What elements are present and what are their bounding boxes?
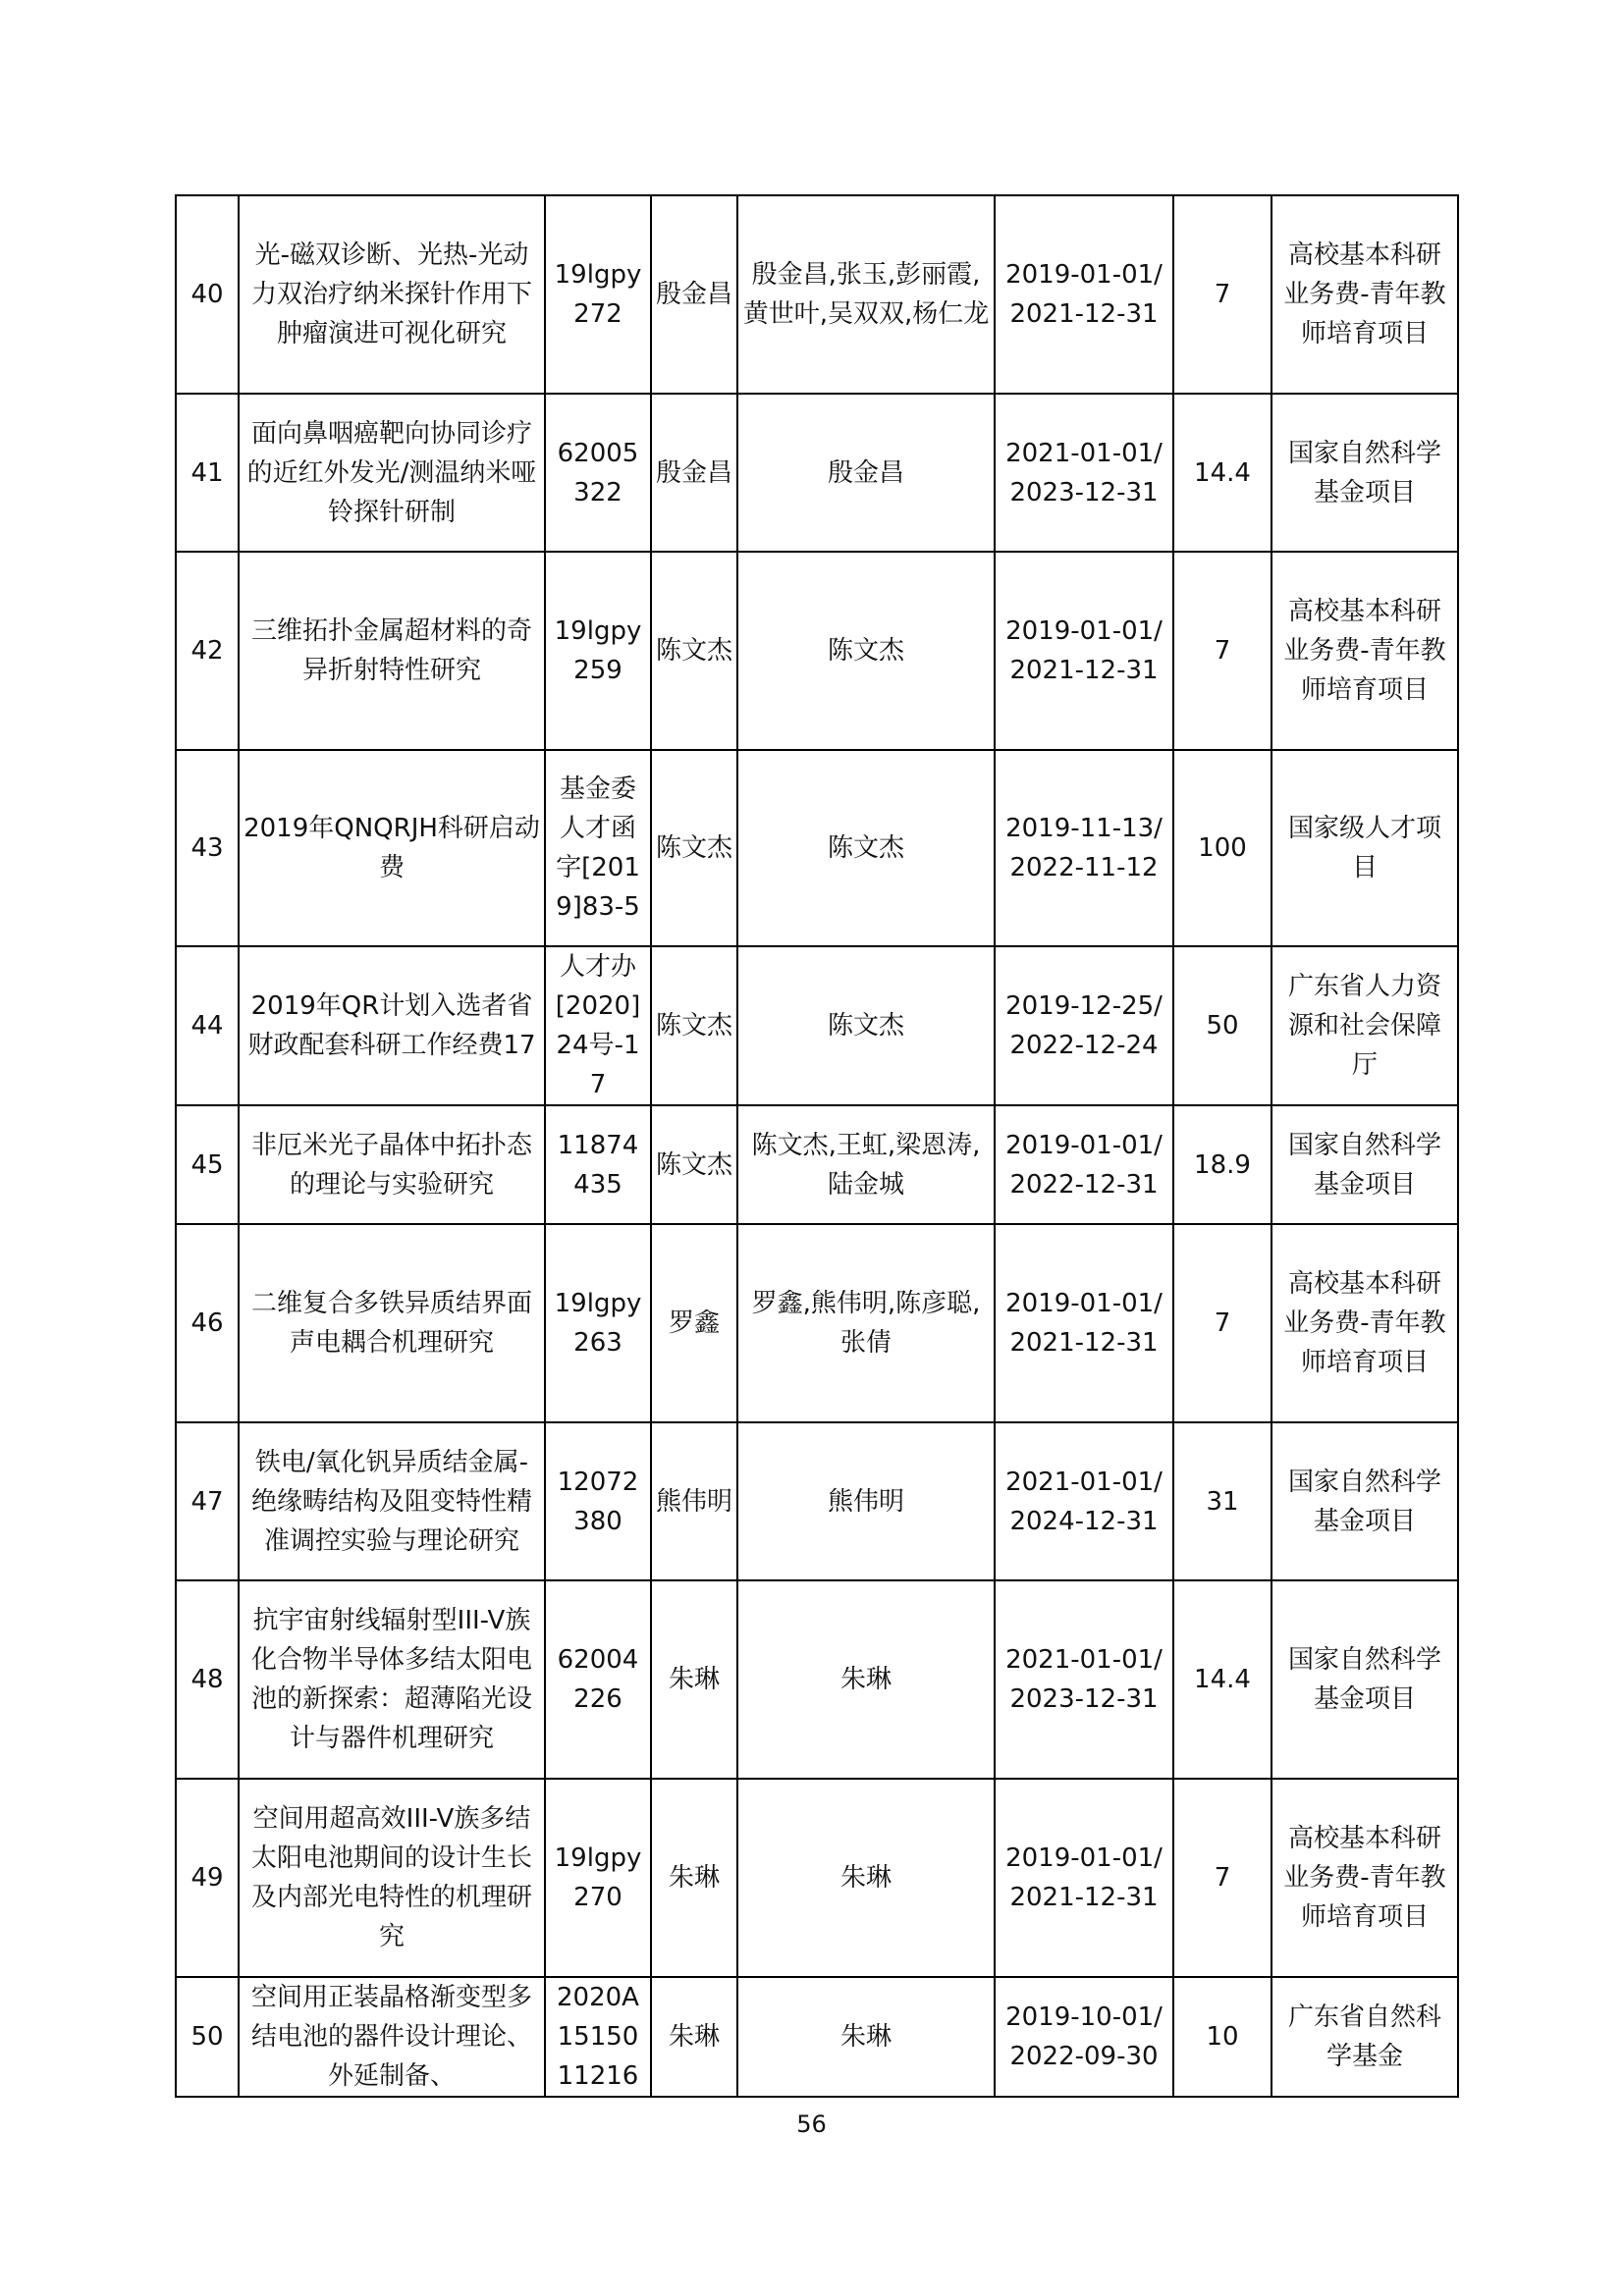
project-title: 空间用超高效III-V族多结太阳电池期间的设计生长及内部光电特性的机理研究: [239, 1779, 545, 1977]
project-code: 基金委人才函字[2019]83-5: [545, 750, 651, 946]
project-source: 高校基本科研业务费-青年教师培育项目: [1271, 552, 1458, 750]
project-members: 罗鑫,熊伟明,陈彦聪,张倩: [737, 1224, 995, 1422]
project-period: 2019-01-01/2021-12-31: [995, 1779, 1173, 1977]
table-row: [176, 1224, 1458, 1422]
project-period: 2019-01-01/2021-12-31: [995, 552, 1173, 750]
table-row: [176, 1779, 1458, 1977]
project-source: 国家自然科学基金项目: [1271, 1422, 1458, 1580]
project-title: 2019年QNQRJH科研启动费: [239, 750, 545, 946]
row-number: 42: [176, 552, 239, 750]
project-period: 2021-01-01/2024-12-31: [995, 1422, 1173, 1580]
project-members: 殷金昌: [737, 394, 995, 552]
project-source: 高校基本科研业务费-青年教师培育项目: [1271, 195, 1458, 394]
project-source: 国家级人才项目: [1271, 750, 1458, 946]
project-title: 空间用正装晶格渐变型多结电池的器件设计理论、外延制备、: [239, 1977, 545, 2097]
row-number: 46: [176, 1224, 239, 1422]
row-number: 43: [176, 750, 239, 946]
project-period: 2019-11-13/2022-11-12: [995, 750, 1173, 946]
project-source: 国家自然科学基金项目: [1271, 394, 1458, 552]
project-period: 2019-10-01/2022-09-30: [995, 1977, 1173, 2097]
project-members: 朱琳: [737, 1580, 995, 1779]
project-amount: 100: [1173, 750, 1271, 946]
row-number: 45: [176, 1105, 239, 1224]
project-source: 高校基本科研业务费-青年教师培育项目: [1271, 1224, 1458, 1422]
project-period: 2021-01-01/2023-12-31: [995, 394, 1173, 552]
row-number: 49: [176, 1779, 239, 1977]
project-amount: 14.4: [1173, 1580, 1271, 1779]
project-leader: 朱琳: [651, 1977, 737, 2097]
project-leader: 陈文杰: [651, 552, 737, 750]
table-row: [176, 750, 1458, 946]
row-number: 44: [176, 946, 239, 1105]
project-code: 19lgpy272: [545, 195, 651, 394]
project-members: 熊伟明: [737, 1422, 995, 1580]
project-code: 19lgpy259: [545, 552, 651, 750]
project-code: 人才办[2020]24号-17: [545, 946, 651, 1105]
project-period: 2021-01-01/2023-12-31: [995, 1580, 1173, 1779]
project-members: 殷金昌,张玉,彭丽霞,黄世叶,吴双双,杨仁龙: [737, 195, 995, 394]
table-row: [176, 1422, 1458, 1580]
project-title: 非厄米光子晶体中拓扑态的理论与实验研究: [239, 1105, 545, 1224]
row-number: 47: [176, 1422, 239, 1580]
project-leader: 朱琳: [651, 1580, 737, 1779]
project-title: 铁电/氧化钒异质结金属-绝缘畴结构及阻变特性精准调控实验与理论研究: [239, 1422, 545, 1580]
project-title: 二维复合多铁异质结界面声电耦合机理研究: [239, 1224, 545, 1422]
table-row: [176, 1977, 1458, 2097]
table-row: [176, 1580, 1458, 1779]
project-amount: 7: [1173, 552, 1271, 750]
project-title: 抗宇宙射线辐射型III-V族化合物半导体多结太阳电池的新探索：超薄陷光设计与器件机理研究: [239, 1580, 545, 1779]
project-title: 光-磁双诊断、光热-光动力双治疗纳米探针作用下肿瘤演进可视化研究: [239, 195, 545, 394]
project-code: 11874435: [545, 1105, 651, 1224]
row-number: 41: [176, 394, 239, 552]
project-amount: 7: [1173, 1224, 1271, 1422]
project-amount: 10: [1173, 1977, 1271, 2097]
table-row: [176, 195, 1458, 394]
project-code: 62005322: [545, 394, 651, 552]
project-code: 62004226: [545, 1580, 651, 1779]
project-amount: 50: [1173, 946, 1271, 1105]
project-period: 2019-12-25/2022-12-24: [995, 946, 1173, 1105]
project-code: 2020A1515011216: [545, 1977, 651, 2097]
project-source: 国家自然科学基金项目: [1271, 1580, 1458, 1779]
project-members: 朱琳: [737, 1779, 995, 1977]
project-leader: 熊伟明: [651, 1422, 737, 1580]
project-leader: 殷金昌: [651, 195, 737, 394]
project-leader: 陈文杰: [651, 750, 737, 946]
project-leader: 朱琳: [651, 1779, 737, 1977]
project-leader: 罗鑫: [651, 1224, 737, 1422]
project-leader: 陈文杰: [651, 1105, 737, 1224]
project-members: 陈文杰,王虹,梁恩涛,陆金城: [737, 1105, 995, 1224]
project-period: 2019-01-01/2021-12-31: [995, 195, 1173, 394]
project-amount: 18.9: [1173, 1105, 1271, 1224]
row-number: 48: [176, 1580, 239, 1779]
table-row: [176, 394, 1458, 552]
row-number: 50: [176, 1977, 239, 2097]
project-title: 2019年QR计划入选者省财政配套科研工作经费17: [239, 946, 545, 1105]
project-members: 陈文杰: [737, 946, 995, 1105]
project-table: [175, 194, 1459, 2098]
project-members: 朱琳: [737, 1977, 995, 2097]
row-number: 40: [176, 195, 239, 394]
project-leader: 陈文杰: [651, 946, 737, 1105]
project-source: 高校基本科研业务费-青年教师培育项目: [1271, 1779, 1458, 1977]
project-leader: 殷金昌: [651, 394, 737, 552]
project-period: 2019-01-01/2021-12-31: [995, 1224, 1173, 1422]
project-code: 19lgpy263: [545, 1224, 651, 1422]
project-amount: 14.4: [1173, 394, 1271, 552]
project-title: 面向鼻咽癌靶向协同诊疗的近红外发光/测温纳米哑铃探针研制: [239, 394, 545, 552]
table-row: [176, 1105, 1458, 1224]
project-members: 陈文杰: [737, 750, 995, 946]
table-row: [176, 946, 1458, 1105]
project-code: 12072380: [545, 1422, 651, 1580]
project-amount: 31: [1173, 1422, 1271, 1580]
project-amount: 7: [1173, 195, 1271, 394]
project-amount: 7: [1173, 1779, 1271, 1977]
project-members: 陈文杰: [737, 552, 995, 750]
project-source: 国家自然科学基金项目: [1271, 1105, 1458, 1224]
table-row: [176, 552, 1458, 750]
page-number: 56: [796, 2110, 827, 2138]
project-title: 三维拓扑金属超材料的奇异折射特性研究: [239, 552, 545, 750]
project-source: 广东省自然科学基金: [1271, 1977, 1458, 2097]
project-source: 广东省人力资源和社会保障厅: [1271, 946, 1458, 1105]
project-period: 2019-01-01/2022-12-31: [995, 1105, 1173, 1224]
project-code: 19lgpy270: [545, 1779, 651, 1977]
